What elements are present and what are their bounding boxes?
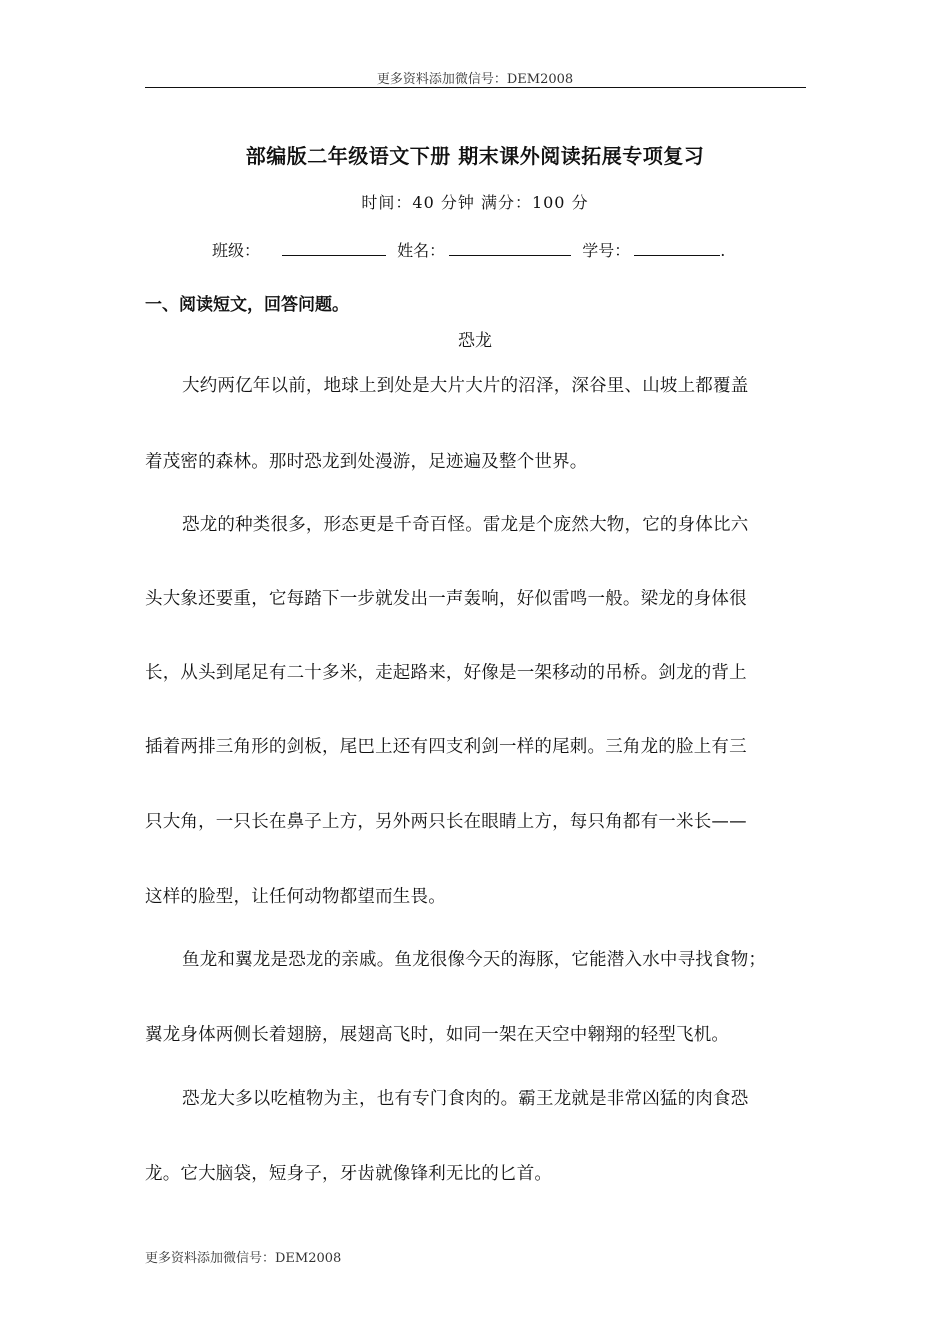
- class-label: 班级：: [212, 241, 261, 260]
- passage-line: 鱼龙和翼龙是恐龙的亲戚。鱼龙很像今天的海豚，它能潜入水中寻找食物；: [182, 950, 767, 970]
- name-label: 姓名：: [397, 241, 446, 260]
- header-note: 更多资料添加微信号：DEM2008: [376, 72, 574, 87]
- student-id-blank[interactable]: [634, 241, 720, 256]
- passage-line: 恐龙大多以吃植物为主，也有专门食肉的。霸王龙就是非常凶猛的肉食恐: [182, 1089, 749, 1109]
- section-heading: 一、阅读短文，回答问题。: [145, 295, 349, 315]
- passage-line: 这样的脸型，让任何动物都望而生畏。: [145, 887, 446, 907]
- document-title: 部编版二年级语文下册 期末课外阅读拓展专项复习: [245, 144, 705, 168]
- header-divider: [145, 87, 806, 88]
- passage-line: 长，从头到尾足有二十多米，走起路来，好像是一架移动的吊桥。剑龙的背上: [145, 663, 747, 683]
- passage-line: 恐龙的种类很多，形态更是千奇百怪。雷龙是个庞然大物，它的身体比六: [182, 515, 749, 535]
- exam-time-score: 时间：40 分钟 满分：100 分: [361, 193, 589, 212]
- passage-line: 着茂密的森林。那时恐龙到处漫游，足迹遍及整个世界。: [145, 452, 588, 472]
- passage-line: 大约两亿年以前，地球上到处是大片大片的沼泽，深谷里、山坡上都覆盖: [182, 376, 749, 396]
- student-info-row: [212, 238, 725, 261]
- passage-line: 翼龙身体两侧长着翅膀，展翅高飞时，如同一架在天空中翱翔的轻型飞机。: [145, 1025, 730, 1045]
- info-end-mark: .: [720, 241, 726, 260]
- passage-line: 插着两排三角形的剑板，尾巴上还有四支利剑一样的尾刺。三角龙的脸上有三: [145, 737, 747, 757]
- class-blank[interactable]: [282, 241, 386, 256]
- student-id-label: 学号：: [582, 241, 631, 260]
- name-blank[interactable]: [449, 241, 571, 256]
- passage-line: 头大象还要重，它每踏下一步就发出一声轰响，好似雷鸣一般。梁龙的身体很: [145, 589, 747, 609]
- story-title: 恐龙: [458, 331, 492, 351]
- passage-line: 只大角，一只长在鼻子上方，另外两只长在眼睛上方，每只角都有一米长——: [145, 812, 747, 832]
- footer-note: 更多资料添加微信号：DEM2008: [145, 1251, 342, 1266]
- passage-line: 龙。它大脑袋，短身子，牙齿就像锋利无比的匕首。: [145, 1164, 553, 1184]
